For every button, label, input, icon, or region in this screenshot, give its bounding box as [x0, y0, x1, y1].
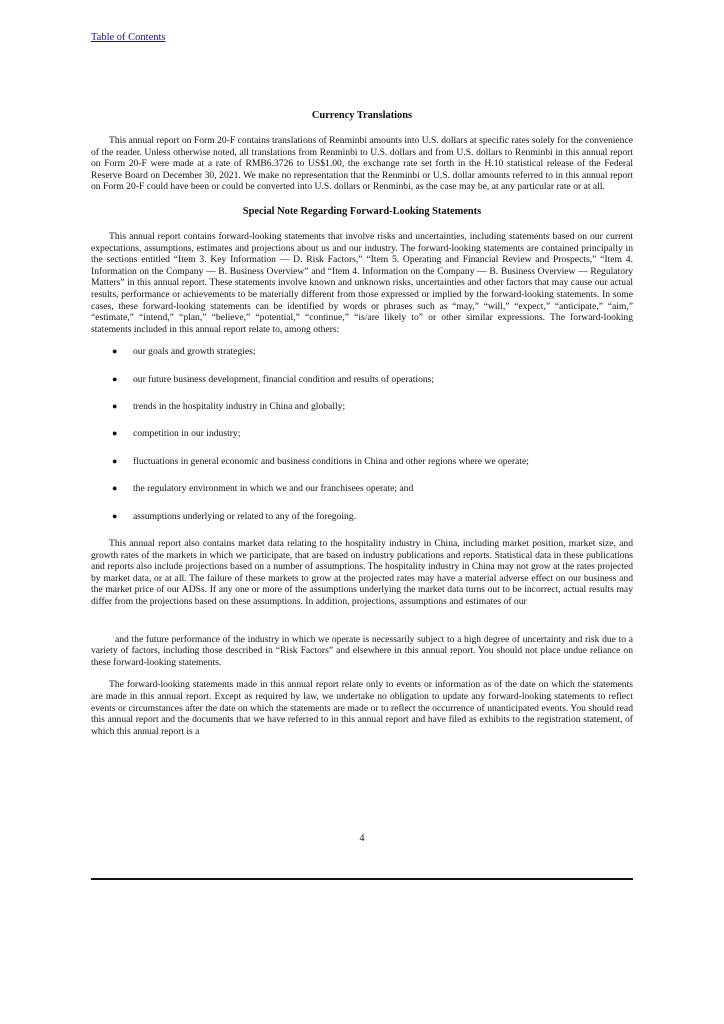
forward-looking-heading: Special Note Regarding Forward-Looking Statements	[242, 205, 482, 217]
list-item-text: fluctuations in general economic and business conditions in China and other regions where we operate;	[133, 455, 529, 467]
forward-looking-list	[91, 346, 633, 522]
list-item	[91, 346, 633, 358]
list-item-text: our future business development, financial condition and results of operations;	[133, 373, 435, 385]
footer-divider	[91, 878, 633, 880]
document-body	[91, 108, 633, 748]
table-of-contents-link[interactable]: Table of Contents	[91, 32, 166, 43]
currency-translations-paragraph: This annual report on Form 20-F contains translations of Renminbi amounts into U.S. dollars at specific rates solely for the convenience of the reader. Unless otherwise noted, all translations from Renminbi to U.S. dollars and from U.S. dollars to Renminbi in this annual report on Form 20-F were made at a rate of RMB6.3726 to US$1.00, the exchange rate set forth in the H.10 statistical release of the Federal Reserve Board on December 30, 2021. We make no representation that the Renminbi or U.S. dollar amounts referred to in this annual report on Form 20-F could have been or could be converted into U.S. dollars or Renminbi, as the case may be, at any particular rate or at all.	[91, 135, 633, 193]
list-item-text: trends in the hospitality industry in China and globally;	[133, 401, 346, 413]
list-item-text: our goals and growth strategies;	[133, 346, 256, 358]
list-item	[91, 401, 633, 413]
list-item	[91, 483, 633, 495]
currency-translations-heading: Currency Translations	[311, 110, 413, 121]
bullet-icon: ●	[112, 510, 118, 521]
bullet-icon: ●	[112, 401, 118, 412]
list-item-text: assumptions underlying or related to any of the foregoing.	[133, 510, 357, 522]
bullet-icon: ●	[112, 346, 118, 357]
list-item	[91, 428, 633, 440]
list-item	[91, 456, 633, 468]
market-data-paragraph: This annual report also contains market data relating to the hospitality industry in China, including market position, market size, and growth rates of the markets in which we participate, that are based on industry publications and reports. Statistical data in these publications and reports also include projections based on a number of assumptions. The hospitality industry in China may not grow at the rates projected by market data, or at all. The failure of these markets to grow at the projected rates may have a material adverse effect on our business and the market price of our ADSs. If any one or more of the assumptions underlying the market data turns out to be incorrect, actual results may differ from the projections based on these assumptions. In addition, projections, assumptions and estimates of our	[91, 538, 633, 608]
bullet-icon: ●	[112, 455, 118, 466]
list-item	[91, 374, 633, 386]
closing-paragraph: The forward-looking statements made in this annual report relate only to events or information as of the date on which the statements are made in this annual report. Except as required by law, we undertake no obligation to update any forward-looking statements to reflect events or circumstances after the date on which the statements are made or to reflect the occurrence of unanticipated events. You should read this annual report and the documents that we have referred to in this annual report and have filed as exhibits to the registration statement, of which this annual report is a	[91, 679, 633, 737]
bullet-icon: ●	[112, 428, 118, 439]
continuation-paragraph: and the future performance of the industry in which we operate is necessarily subject to a high degree of uncertainty and risk due to a variety of factors, including those described in “Risk Factors” and elsewhere in this annual report. You should not place undue reliance on these forward-looking statements.	[91, 633, 633, 668]
bullet-icon: ●	[112, 483, 118, 494]
forward-looking-intro-paragraph: This annual report contains forward-looking statements that involve risks and uncertainties, including statements based on our current expectations, assumptions, estimates and projections about us and our industry. The forward-looking statements are contained principally in the sections entitled “Item 3. Key Information — D. Risk Factors,” “Item 5. Operating and Financial Review and Prospects,” “Item 4. Information on the Company — B. Business Overview” and “Item 4. Information on the Company — B. Business Overview — Regulatory Matters” in this annual report. These statements involve known and unknown risks, uncertainties and other factors that may cause our actual results, performance or achievements to be materially different from those expressed or implied by the forward-looking statements. In some cases, these forward-looking statements can be identified by words or phrases such as “may,” “will,” “expect,” “anticipate,” “aim,” “estimate,” “intend,” “plan,” “believe,” “potential,” “continue,” “is/are likely to” or other similar expressions. The forward-looking statements included in this annual report relate to, among others:	[91, 230, 633, 335]
list-item-text: the regulatory environment in which we and our franchisees operate; and	[133, 483, 414, 495]
list-item	[91, 511, 633, 523]
bullet-icon: ●	[112, 373, 118, 384]
list-item-text: competition in our industry;	[133, 428, 241, 440]
page-number: 4	[359, 833, 365, 844]
